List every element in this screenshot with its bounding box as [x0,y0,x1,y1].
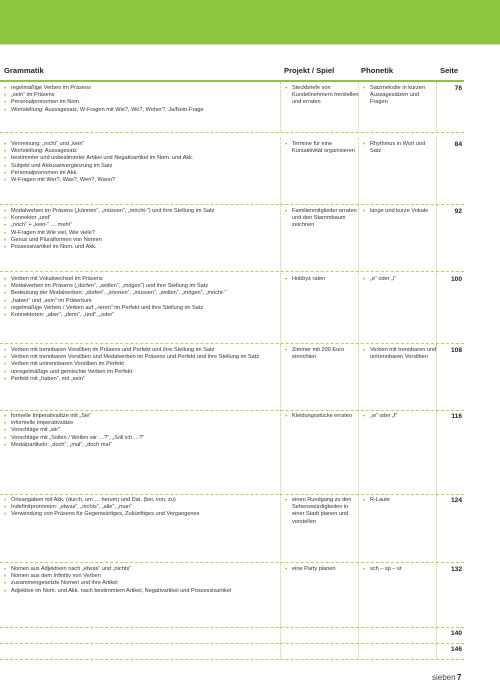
grammar-cell [4,344,276,410]
list-item: • formelle Imperativsätze mit „Sie“ [4,413,276,420]
bullet-list [4,138,276,184]
page-number-link: 124 [450,497,462,504]
header-phonetics: Phonetik [361,66,394,75]
bullet-list [281,627,359,630]
page-number-link: 116 [451,413,462,420]
phonetics-cell [358,205,437,271]
bullet-list [359,82,437,107]
list-item: • Modalverben im Präsens („können“, „müssen“, „möcht-“) und ihre Stellung im Satz [4,208,276,215]
list-item: • Subjekt und Akkusativergänzung im Satz [4,163,276,170]
list-item: • Bedeutung der Modalverben: „dürfen“, „können“, „müssen“, „wollen“, „mögen“, „möcht-“ [4,290,276,297]
phonetics-cell [358,82,437,132]
bullet-list [4,627,276,630]
table-row [0,273,464,344]
list-item: • regelmäßige Verben im Präsens [4,85,276,92]
project-cell [280,82,359,132]
list-item: • Nomen aus dem Infinitiv von Verben [4,573,276,580]
page-cell [436,410,465,494]
page-cell [436,643,465,659]
grammar-cell [4,82,276,132]
page-cell [436,205,465,271]
page-cell [436,494,465,562]
phonetics-cell [358,410,437,494]
list-item: • Ortsangaben mit Akk. (durch, um … herum) und Dat. (bei, von, zu) [4,497,276,504]
phonetics-cell [358,627,437,643]
project-cell [280,563,359,627]
bullet-list [4,344,276,383]
list-item: • Wortstellung: Aussagesatz, W-Fragen mit Wie?, Wo?, Woher?, Ja/Nein-Frage [4,107,276,114]
page-number-link: 132 [450,566,462,573]
table-header [0,64,500,80]
table-row [0,494,464,563]
phonetics-cell [358,494,437,562]
list-item: • „haben“ und „sein“ im Präteritum [4,298,276,305]
list-item: • einen Rundgang zu den Sehenswürdigkeiten in einer Stadt planen und vorstellen [285,497,359,526]
grammar-cell [4,138,276,204]
page-number-link: 84 [454,141,462,148]
table-row [0,82,464,133]
list-item: • Termine für eine Kursaktivität organisieren [285,141,359,155]
page-cell [436,344,465,410]
list-item: • Perfekt mit „haben“, mit „sein“ [4,376,276,383]
bullet-list [359,627,437,630]
phonetics-cell [358,138,437,204]
header-divider [0,44,500,45]
list-item: • „sein“ im Präsens [4,92,276,99]
list-item: • Adjektive im Nom. und Akk. nach bestimmtem Artikel, Negativartikel und Possessivartikel [4,588,276,595]
list-item: • Konnektor „und“ [4,215,276,222]
page-cell [436,273,465,343]
page-cell [436,138,465,204]
list-item: • Modalverben im Präsens („dürfen“, „wollen“, „mögen“) und ihre Stellung im Satz [4,283,276,290]
list-item: • Kleidungsstücke erraten [285,413,359,420]
page-number-link: 146 [450,646,462,653]
bullet-list [4,494,276,519]
page-number: 7 [457,673,462,682]
list-item: • Verben mit untrennbaren Vorsilben im Perfekt [4,361,276,368]
list-item: • eine Party planen [285,566,359,573]
page-number-link: 100 [450,276,462,283]
bullet-list [359,643,437,646]
bullet-list [359,205,437,215]
list-item: • Wortstellung: Aussagesatz [4,148,276,155]
list-item: • Verben mit Vokalwechsel im Präsens [4,276,276,283]
grammar-cell [4,563,276,627]
grammar-cell [4,205,276,271]
project-cell [280,344,359,410]
list-item: • R-Laute [363,497,437,504]
list-item: • Genus und Pluralformen von Nomen [4,237,276,244]
bullet-list [359,494,437,504]
bullet-list [281,205,359,230]
list-item: • Hobbys raten [285,276,359,283]
list-item: • Vorschläge mit „Sollen / Wollen wir …?“, „Soll ich …?“ [4,435,276,442]
list-item: • Verben mit trennbaren Vorsilben im Präsens und Perfekt und ihre Stellung im Satz [4,347,276,354]
phonetics-cell [358,344,437,410]
page-number-link: 108 [450,347,462,354]
list-item: • Possessivartikel im Nom. und Akk. [4,244,276,251]
bullet-list [4,82,276,114]
page-number-link: 140 [450,630,462,637]
header-project: Projekt / Spiel [284,66,335,75]
grammar-cell [4,627,276,643]
list-item: • Steckbriefe von Kursteilnehmern herstellen und erraten [285,85,359,107]
list-item: • unregelmäßige und gemischte Verben im Perfekt [4,369,276,376]
bullet-list [359,344,437,361]
list-item: • „w“ oder „f“ [363,413,437,420]
project-cell [280,494,359,562]
list-item: • W-Fragen mit Wie viel, Wie viele? [4,230,276,237]
bullet-list [359,410,437,420]
bullet-list [281,82,359,107]
phonetics-cell [358,563,437,627]
table-row [0,643,464,660]
bullet-list [281,563,359,573]
project-cell [280,205,359,271]
list-item: • Konnektoren: „aber“, „denn“, „und“, „oder“ [4,312,276,319]
list-item: • bestimmter und unbestimmter Artikel und Negativartikel im Nom. und Akk. [4,155,276,162]
bullet-list [4,205,276,251]
bullet-list [281,344,359,361]
list-item: • Verneinung: „nicht“ und „kein“ [4,141,276,148]
page-number-word: sieben [432,673,456,682]
project-cell [280,273,359,343]
table-row [0,410,464,495]
table-row [0,138,464,205]
header-page: Seite [440,66,459,75]
page-cell [436,82,465,132]
bullet-list [281,643,359,646]
bullet-list [359,138,437,155]
phonetics-cell [358,273,437,343]
list-item: • Personalpronomen im Nom. [4,99,276,106]
list-item: • informelle Imperativsätze [4,420,276,427]
bullet-list [4,410,276,449]
list-item: • lange und kurze Vokale [363,208,437,215]
list-item: • Verben mit trennbaren Vorsilben und Modalverben im Präsens und Perfekt und ihre Stellung im Satz [4,354,276,361]
list-item: • regelmäßige Verben / Verben auf „-ieren“ im Perfekt und ihre Stellung im Satz [4,305,276,312]
bullet-list [281,138,359,155]
grammar-cell [4,410,276,494]
bullet-list [281,273,359,283]
list-item: • Rhythmus in Wort und Satz [363,141,437,155]
project-cell [280,627,359,643]
project-cell [280,138,359,204]
bullet-list [359,563,437,573]
bullet-list [4,643,276,646]
bullet-list [281,410,359,420]
list-item: • Zimmer mit 200 Euro einrichten [285,347,359,361]
bullet-list [4,563,276,595]
list-item: • Indefinitpronomen: „etwas“, „nichts“, „alle“, „man“ [4,504,276,511]
table-row [0,344,464,411]
list-item: • Modalpartikeln: „doch“, „mal“, „doch mal“ [4,442,276,449]
list-item: • Familienmitglieder erraten und den Stammbaum zeichnen [285,208,359,230]
list-item: • Vorschläge mit „wir“ [4,427,276,434]
list-item: • Nomen aus Adjektiven nach „etwas“ und „nichts“ [4,566,276,573]
list-item: • „noch“ + „kein-“ … mehr“ [4,222,276,229]
table-row [0,205,464,272]
table-row [0,627,464,644]
list-item: • W-Fragen mit Wer?, Was?, Wen?, Wann? [4,177,276,184]
project-cell [280,410,359,494]
list-item: • Satzmelodie in kurzen Aussagesätzen und Fragen [363,85,437,107]
header-color-bar [0,0,500,44]
phonetics-cell [358,643,437,659]
list-item: • Personalpronomen im Akk. [4,170,276,177]
project-cell [280,643,359,659]
page-cell [436,563,465,627]
page-cell [436,627,465,643]
grammar-cell [4,643,276,659]
list-item: • zusammengesetzte Nomen und ihre Artikel [4,580,276,587]
header-grammar: Grammatik [4,66,44,75]
list-item: • „e“ oder „i“ [363,276,437,283]
bullet-list [359,273,437,283]
page-number-link: 76 [454,85,462,92]
grammar-cell [4,494,276,562]
list-item: • sch – sp – st [363,566,437,573]
bullet-list [281,494,359,526]
list-item: • Verwendung von Präsens für Gegenwärtiges, Zukünftiges und Vergangenes [4,511,276,518]
table-row [0,563,464,628]
bullet-list [4,273,276,319]
grammar-cell [4,273,276,343]
page-number-link: 92 [454,208,462,215]
list-item: • Verben mit trennbaren und untrennbaren Vorsilben [363,347,437,361]
